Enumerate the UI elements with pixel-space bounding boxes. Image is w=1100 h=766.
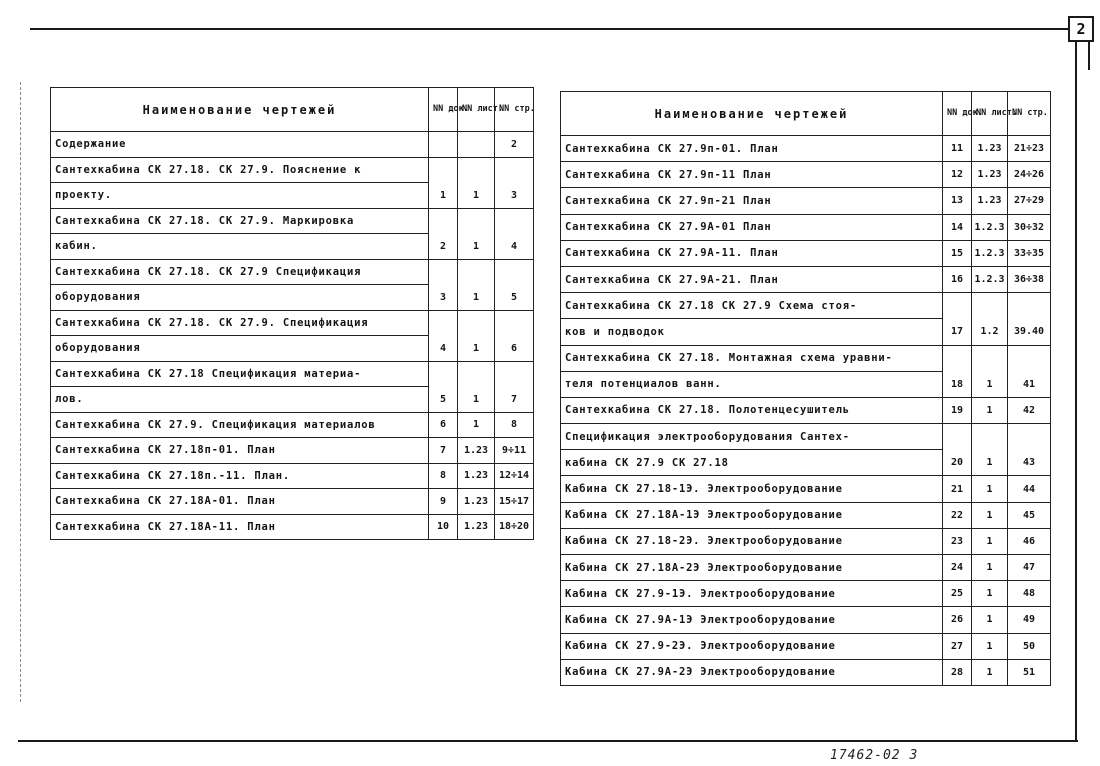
sheet-number-cell: 1: [972, 397, 1008, 423]
page-number-cell: 49: [1008, 607, 1051, 633]
right-contents-table: [560, 91, 1051, 686]
doc-number-cell: 16: [943, 266, 972, 292]
page-number-cell: 33÷35: [1008, 240, 1051, 266]
table-row: [51, 387, 534, 413]
table-row: [561, 136, 1051, 162]
page-number-cell: [1008, 424, 1051, 450]
sheet-number-cell: 1: [972, 371, 1008, 397]
table-row: [561, 240, 1051, 266]
page-number-cell: 47: [1008, 555, 1051, 581]
drawing-name-cell: Кабина СК 27.9-2Э. Электрооборудование: [561, 633, 943, 659]
page-number-cell: 44: [1008, 476, 1051, 502]
page-number-cell: 2: [495, 132, 534, 158]
page-number-cell: 48: [1008, 581, 1051, 607]
table-row: [51, 132, 534, 158]
table-row: [561, 450, 1051, 476]
drawing-name-cell: Кабина СК 27.9А-2Э Электрооборудование: [561, 659, 943, 685]
table-row: [51, 336, 534, 362]
doc-number-cell: 14: [943, 214, 972, 240]
doc-number-cell: 28: [943, 659, 972, 685]
doc-number-cell: 1: [429, 183, 458, 209]
doc-number-cell: 21: [943, 476, 972, 502]
drawing-name-cell: Сантехкабина СК 27.18 СК 27.9 Схема стоя-: [561, 293, 943, 319]
doc-number-cell: 26: [943, 607, 972, 633]
doc-number-cell: 17: [943, 319, 972, 345]
header-doc-no: NN док.: [429, 88, 458, 132]
sheet-number-cell: 1: [972, 581, 1008, 607]
page-number-cell: [1008, 293, 1051, 319]
page-number-cell: 46: [1008, 528, 1051, 554]
page-number-cell: 5: [495, 285, 534, 311]
sheet-number-cell: 1: [458, 183, 495, 209]
table-row: [51, 157, 534, 183]
doc-number-cell: 7: [429, 438, 458, 464]
doc-number-cell: [429, 208, 458, 234]
corner-tick: [1088, 40, 1090, 70]
doc-number-cell: 18: [943, 371, 972, 397]
page-number-cell: 36÷38: [1008, 266, 1051, 292]
drawing-name-cell: кабина СК 27.9 СК 27.18: [561, 450, 943, 476]
drawing-name-cell: Сантехкабина СК 27.9п-21 План: [561, 188, 943, 214]
drawing-name-cell: Кабина СК 27.9А-1Э Электрооборудование: [561, 607, 943, 633]
drawing-name-cell: проекту.: [51, 183, 429, 209]
page-number-cell: 4: [495, 234, 534, 260]
doc-number-cell: 9: [429, 489, 458, 515]
table-row: [561, 659, 1051, 685]
table-row: [561, 214, 1051, 240]
page-number-cell: 50: [1008, 633, 1051, 659]
table-row: [51, 514, 534, 540]
header-drawing-name: Наименование чертежей: [51, 88, 429, 132]
sheet-number-cell: 1.23: [972, 136, 1008, 162]
table-row: [561, 502, 1051, 528]
doc-number-cell: 15: [943, 240, 972, 266]
table-row: [51, 183, 534, 209]
sheet-number-cell: [972, 424, 1008, 450]
page-number-cell: [1008, 345, 1051, 371]
drawing-name-cell: Спецификация электрооборудования Сантех-: [561, 424, 943, 450]
doc-number-cell: 13: [943, 188, 972, 214]
table-row: [51, 463, 534, 489]
drawing-name-cell: лов.: [51, 387, 429, 413]
sheet-number-cell: 1: [458, 336, 495, 362]
table-row: [51, 489, 534, 515]
page-number-cell: 45: [1008, 502, 1051, 528]
doc-number-cell: [429, 310, 458, 336]
drawing-name-cell: Сантехкабина СК 27.18 Спецификация материа-: [51, 361, 429, 387]
doc-number-cell: 25: [943, 581, 972, 607]
table-row: [51, 361, 534, 387]
table-row: [561, 319, 1051, 345]
table-row: [561, 555, 1051, 581]
left-contents-table: [50, 87, 534, 540]
header-doc-no: NN док.: [943, 92, 972, 136]
page-number-cell: 18÷20: [495, 514, 534, 540]
table-row: [561, 188, 1051, 214]
sheet-number-cell: 1.2.3: [972, 266, 1008, 292]
sheet-number-cell: [458, 132, 495, 158]
page-number-box: 2: [1068, 16, 1094, 42]
page-number-cell: 9÷11: [495, 438, 534, 464]
doc-number-cell: 3: [429, 285, 458, 311]
table-row: [561, 476, 1051, 502]
doc-number-cell: 24: [943, 555, 972, 581]
page-number-cell: [495, 310, 534, 336]
drawing-name-cell: Сантехкабина СК 27.9. Спецификация материалов: [51, 412, 429, 438]
drawing-name-cell: Сантехкабина СК 27.18п-01. План: [51, 438, 429, 464]
right-table-header-row: [561, 92, 1051, 136]
page-number-cell: [495, 259, 534, 285]
sheet-number-cell: 1: [972, 502, 1008, 528]
doc-number-cell: 2: [429, 234, 458, 260]
page-number-cell: 7: [495, 387, 534, 413]
drawing-name-cell: оборудования: [51, 285, 429, 311]
doc-number-cell: 5: [429, 387, 458, 413]
sheet-number-cell: 1.2: [972, 319, 1008, 345]
sheet-number-cell: 1.23: [458, 438, 495, 464]
drawing-name-cell: Сантехкабина СК 27.9А-21. План: [561, 266, 943, 292]
drawing-name-cell: кабин.: [51, 234, 429, 260]
drawing-name-cell: Сантехкабина СК 27.18А-11. План: [51, 514, 429, 540]
page-number-cell: 12÷14: [495, 463, 534, 489]
page-number-cell: 15÷17: [495, 489, 534, 515]
sheet-number-cell: [458, 259, 495, 285]
table-row: [561, 397, 1051, 423]
drawing-name-cell: ков и подводок: [561, 319, 943, 345]
sheet-number-cell: 1: [972, 555, 1008, 581]
drawing-name-cell: Сантехкабина СК 27.9п-01. План: [561, 136, 943, 162]
drawing-name-cell: Сантехкабина СК 27.18. Монтажная схема уравни-: [561, 345, 943, 371]
table-row: [561, 293, 1051, 319]
header-drawing-name: Наименование чертежей: [561, 92, 943, 136]
table-row: [561, 424, 1051, 450]
table-row: [51, 310, 534, 336]
page-number-cell: 42: [1008, 397, 1051, 423]
doc-number-cell: 23: [943, 528, 972, 554]
sheet-number-cell: [458, 208, 495, 234]
doc-number-cell: [429, 361, 458, 387]
page-number-cell: 24÷26: [1008, 162, 1051, 188]
sheet-number-cell: 1.23: [458, 463, 495, 489]
doc-number-cell: 19: [943, 397, 972, 423]
table-row: [51, 412, 534, 438]
sheet-number-cell: 1.2.3: [972, 214, 1008, 240]
sheet-number-cell: [458, 157, 495, 183]
table-row: [561, 345, 1051, 371]
sheet-number-cell: [458, 361, 495, 387]
sheet-number-cell: [458, 310, 495, 336]
sheet-number-cell: [972, 345, 1008, 371]
doc-number-cell: [943, 293, 972, 319]
table-row: [561, 528, 1051, 554]
table-row: [561, 266, 1051, 292]
sheet-number-cell: 1.23: [972, 162, 1008, 188]
page-number-cell: 41: [1008, 371, 1051, 397]
page-number-cell: 8: [495, 412, 534, 438]
table-row: [561, 162, 1051, 188]
doc-number-cell: [429, 157, 458, 183]
drawing-name-cell: Сантехкабина СК 27.9п-11 План: [561, 162, 943, 188]
table-row: [51, 234, 534, 260]
sheet-number-cell: 1.23: [458, 514, 495, 540]
sheet-number-cell: 1: [972, 659, 1008, 685]
sheet-number-cell: 1: [458, 412, 495, 438]
drawing-name-cell: Кабина СК 27.18-2Э. Электрооборудование: [561, 528, 943, 554]
drawing-name-cell: Сантехкабина СК 27.18А-01. План: [51, 489, 429, 515]
binding-margin-line: [20, 82, 21, 702]
left-table-header-row: [51, 88, 534, 132]
table-row: [51, 259, 534, 285]
table-row: [51, 208, 534, 234]
sheet-number-cell: 1: [972, 476, 1008, 502]
table-row: [561, 633, 1051, 659]
sheet-number-cell: 1: [972, 607, 1008, 633]
doc-number-cell: 22: [943, 502, 972, 528]
drawing-name-cell: Сантехкабина СК 27.18. СК 27.9. Маркировка: [51, 208, 429, 234]
drawing-name-cell: Содержание: [51, 132, 429, 158]
sheet-number-cell: 1.23: [972, 188, 1008, 214]
drawing-name-cell: Кабина СК 27.9-1Э. Электрооборудование: [561, 581, 943, 607]
bottom-rule: [18, 740, 1078, 742]
table-row: [561, 581, 1051, 607]
page-number-cell: [495, 157, 534, 183]
page-number-cell: 51: [1008, 659, 1051, 685]
doc-number-cell: 8: [429, 463, 458, 489]
doc-number-cell: [943, 424, 972, 450]
doc-number-cell: 27: [943, 633, 972, 659]
table-row: [51, 285, 534, 311]
doc-number-cell: [429, 132, 458, 158]
sheet-number-cell: 1.23: [458, 489, 495, 515]
sheet-number-cell: 1: [458, 234, 495, 260]
table-row: [561, 607, 1051, 633]
table-row: [561, 371, 1051, 397]
page-number-cell: 3: [495, 183, 534, 209]
sheet-number-cell: 1: [458, 285, 495, 311]
doc-number-cell: 12: [943, 162, 972, 188]
drawing-name-cell: Сантехкабина СК 27.18. СК 27.9. Пояснение к: [51, 157, 429, 183]
doc-number-cell: 20: [943, 450, 972, 476]
drawing-name-cell: Сантехкабина СК 27.18п.-11. План.: [51, 463, 429, 489]
sheet-number-cell: 1: [972, 450, 1008, 476]
page-number-cell: [495, 361, 534, 387]
doc-number-cell: 4: [429, 336, 458, 362]
drawing-name-cell: Кабина СК 27.18А-2Э Электрооборудование: [561, 555, 943, 581]
doc-number-cell: 10: [429, 514, 458, 540]
page-number-cell: 39.40: [1008, 319, 1051, 345]
doc-number-cell: 6: [429, 412, 458, 438]
header-sheet-no: NN лист.: [972, 92, 1008, 136]
drawing-name-cell: Кабина СК 27.18А-1Э Электрооборудование: [561, 502, 943, 528]
drawing-name-cell: Сантехкабина СК 27.18. Полотенцесушитель: [561, 397, 943, 423]
archive-stamp: 17462-02 3: [830, 748, 919, 763]
table-row: [51, 438, 534, 464]
drawing-name-cell: оборудования: [51, 336, 429, 362]
sheet-number-cell: 1: [972, 633, 1008, 659]
header-sheet-no: NN лист.: [458, 88, 495, 132]
drawing-name-cell: Сантехкабина СК 27.18. СК 27.9. Спецификация: [51, 310, 429, 336]
sheet-number-cell: 1.2.3: [972, 240, 1008, 266]
doc-number-cell: [429, 259, 458, 285]
page-number-cell: 30÷32: [1008, 214, 1051, 240]
drawing-name-cell: Сантехкабина СК 27.9А-11. План: [561, 240, 943, 266]
drawing-name-cell: Сантехкабина СК 27.9А-01 План: [561, 214, 943, 240]
page-number-cell: 21÷23: [1008, 136, 1051, 162]
sheet-number-cell: 1: [458, 387, 495, 413]
page-number-cell: 6: [495, 336, 534, 362]
doc-number-cell: [943, 345, 972, 371]
drawing-name-cell: теля потенциалов ванн.: [561, 371, 943, 397]
header-page-no: NN стр.: [495, 88, 534, 132]
drawing-name-cell: Сантехкабина СК 27.18. СК 27.9 Спецификация: [51, 259, 429, 285]
header-page-no: NN стр.: [1008, 92, 1051, 136]
page-number-cell: [495, 208, 534, 234]
sheet-number-cell: 1: [972, 528, 1008, 554]
page-number-cell: 27÷29: [1008, 188, 1051, 214]
doc-number-cell: 11: [943, 136, 972, 162]
sheet-number-cell: [972, 293, 1008, 319]
page-number-cell: 43: [1008, 450, 1051, 476]
drawing-name-cell: Кабина СК 27.18-1Э. Электрооборудование: [561, 476, 943, 502]
